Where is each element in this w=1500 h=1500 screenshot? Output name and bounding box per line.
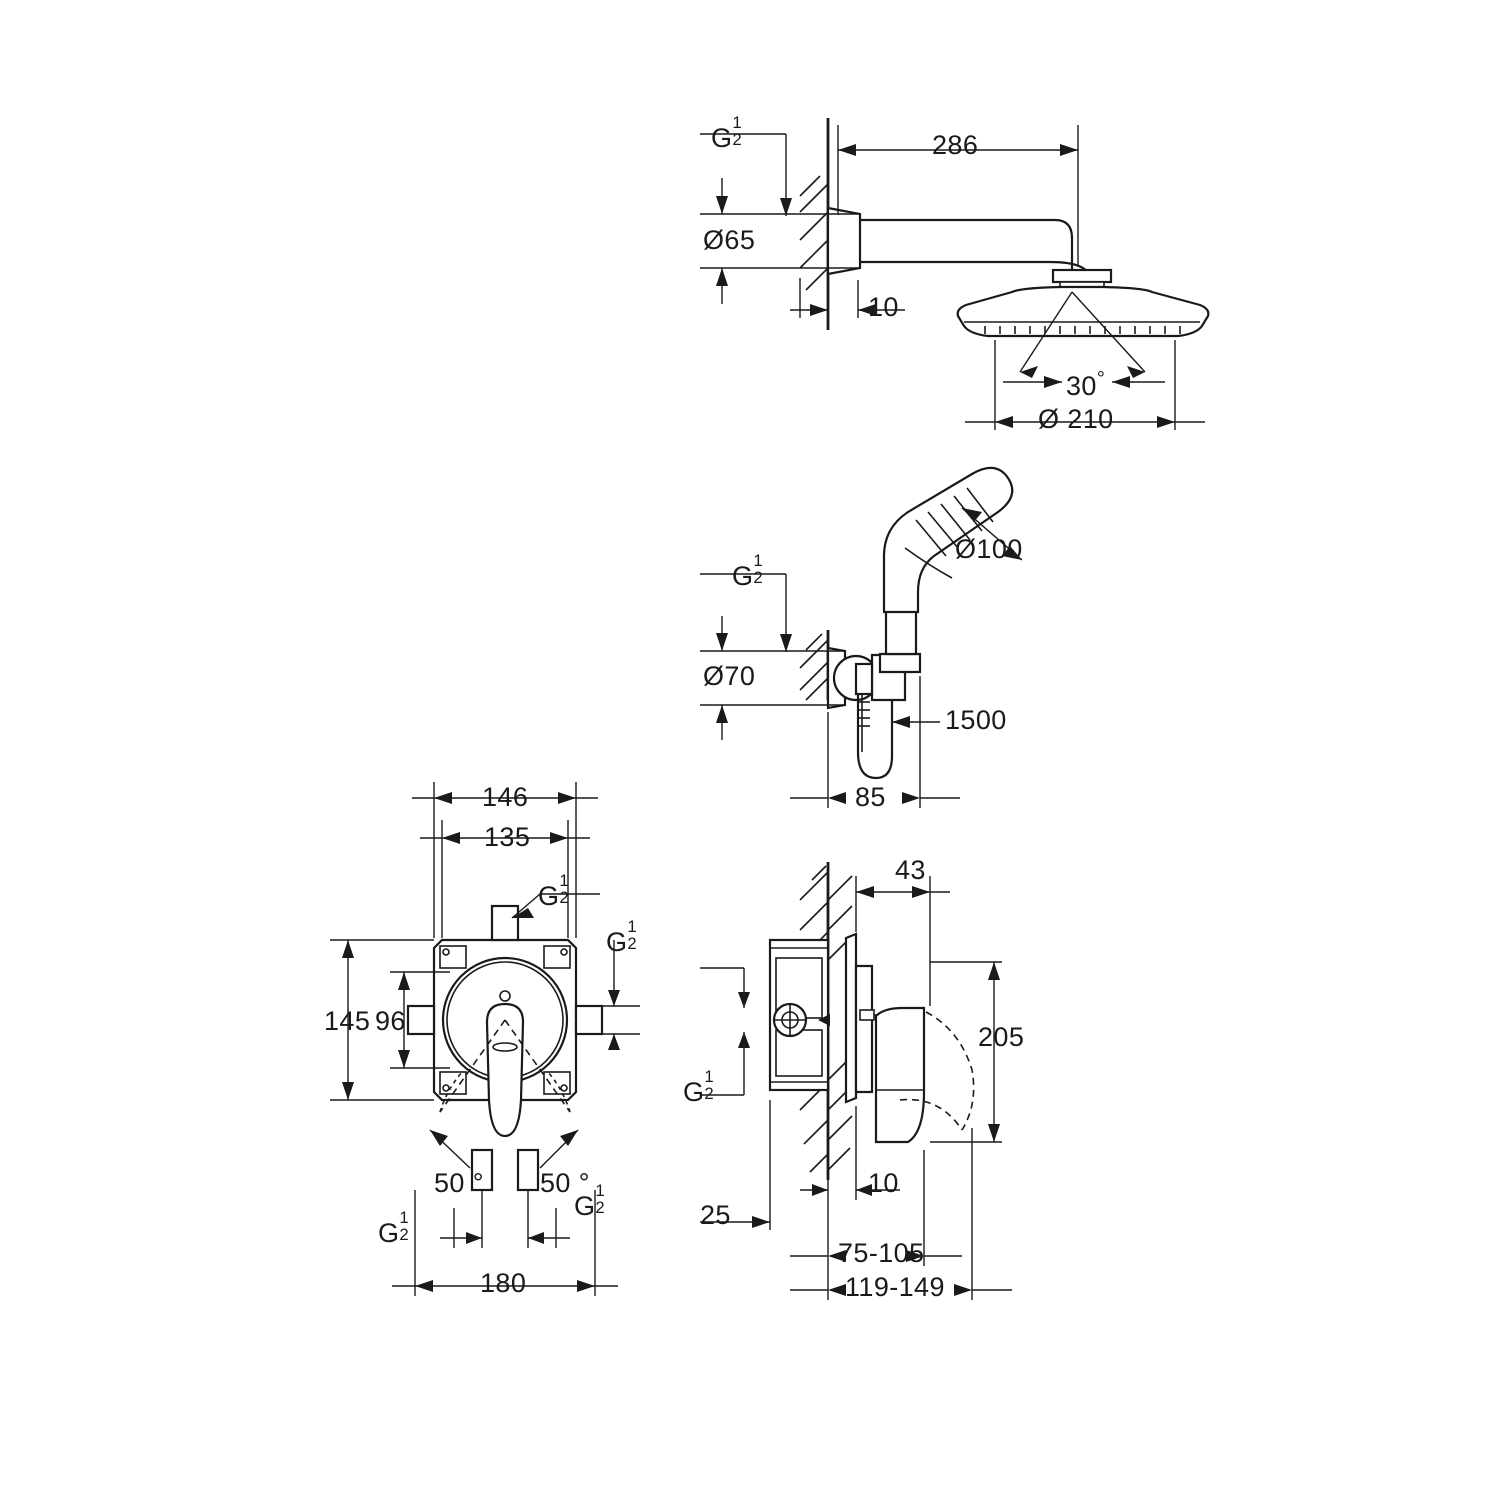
- label-dim-front-width-inner: 135: [484, 822, 531, 852]
- label-thread-front-bottom-right: G 1 2: [574, 1181, 606, 1221]
- label-dim-angle-right: 50 °: [540, 1168, 590, 1198]
- label-dim-side-depth-range: 75-105: [838, 1238, 925, 1268]
- label-dim-spray-angle: 30°: [1066, 368, 1106, 401]
- label-dim-side-total-range: 119-149: [845, 1272, 945, 1302]
- label-dim-head-flange-dia: Ø65: [703, 225, 756, 255]
- label-thread-front-bottom-left: G 1 2: [378, 1208, 410, 1248]
- label-dim-front-height-outer: 145: [324, 1006, 371, 1036]
- trim-side-view-geometry: [700, 862, 1012, 1300]
- label-dim-hand-wall-offset: 85: [855, 782, 886, 812]
- hand-shower-view-geometry: [700, 468, 1022, 808]
- label-dim-head-dia: Ø 210: [1038, 404, 1114, 434]
- label-dim-front-height-inner: 96: [375, 1006, 406, 1036]
- label-dim-hand-flange-dia: Ø70: [703, 661, 756, 691]
- label-dim-hand-shower-dia: Ø100: [955, 534, 1023, 564]
- label-thread-side: G 1 2: [683, 1067, 715, 1107]
- label-dim-side-top-offset: 43: [895, 855, 926, 885]
- label-thread-front-right: G 1 2: [606, 917, 638, 957]
- label-thread-hand: G 1 2: [732, 551, 764, 591]
- label-dim-hose-length: 1500: [945, 705, 1007, 735]
- label-thread-head: G 1 2: [711, 113, 743, 153]
- label-dim-side-wall-offset: 10: [868, 1168, 899, 1198]
- head-shower-view-geometry: [700, 113, 1208, 430]
- label-dim-side-projection: 25: [700, 1200, 731, 1230]
- label-dim-head-wall-offset: 10: [868, 292, 899, 322]
- label-dim-angle-left: 50 °: [434, 1168, 484, 1198]
- label-dim-side-handle-height: 205: [978, 1022, 1025, 1052]
- label-dim-front-width-outer: 146: [482, 782, 529, 812]
- label-dim-286: 286: [932, 130, 979, 160]
- label-dim-front-span: 180: [480, 1268, 527, 1298]
- label-thread-front-top: G 1 2: [538, 871, 570, 911]
